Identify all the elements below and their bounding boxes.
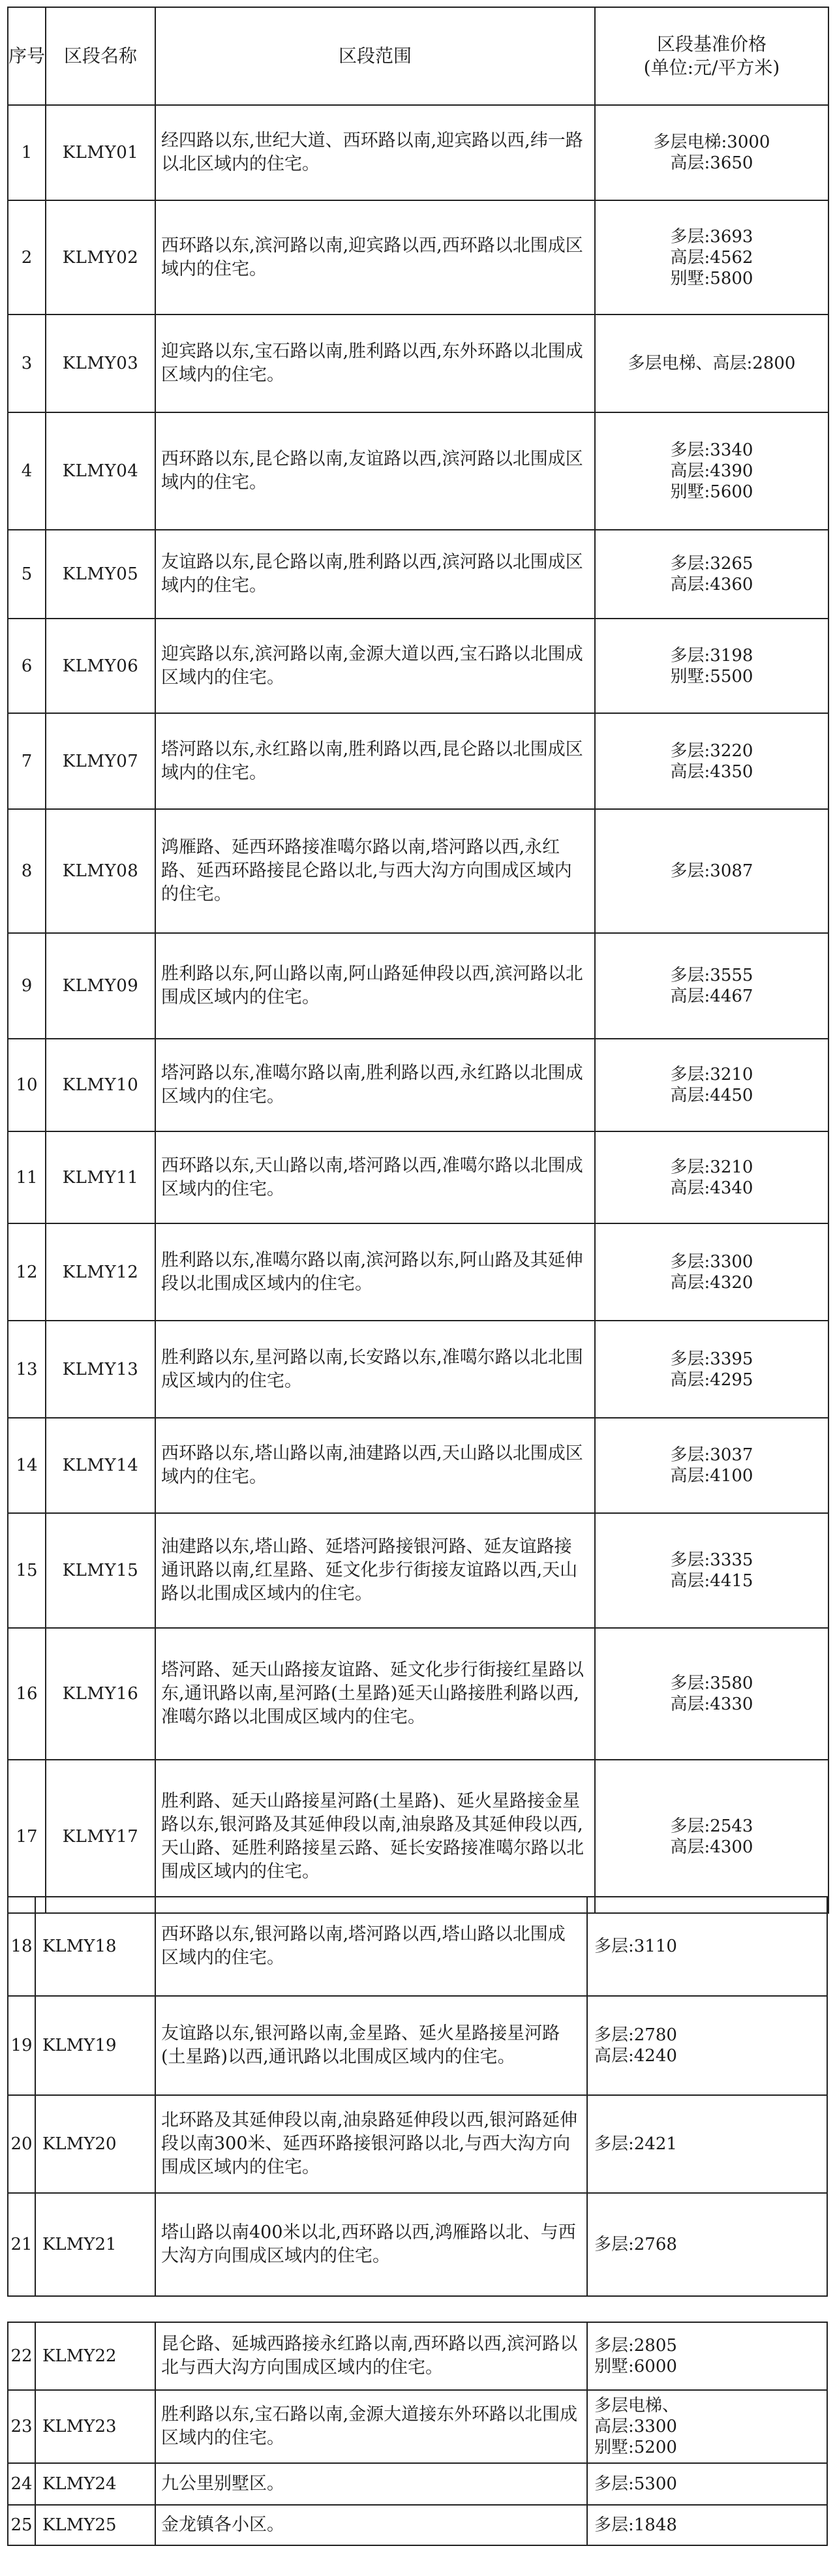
row-range: 西环路以东,天山路以南,塔河路以西,准噶尔路以北围成区域内的住宅。 [155,1131,595,1223]
row-code: KLMY05 [46,530,155,619]
table-row [8,2463,827,2505]
table-row [8,2095,827,2193]
row-seq: 1 [8,105,46,200]
row-code: KLMY12 [46,1223,155,1321]
row-range: 胜利路以东,阿山路以南,阿山路延伸段以西,滨河路以北围成区域内的住宅。 [155,933,595,1039]
row-price: 多层:3220 高层:4350 [595,713,828,809]
row-range: 胜利路以东,准噶尔路以南,滨河路以东,阿山路及其延伸段以北围成区域内的住宅。 [155,1223,595,1321]
row-price: 多层:2768 [587,2193,827,2296]
table-row [8,105,828,200]
row-code: KLMY10 [46,1039,155,1131]
row-price: 多层:3693 高层:4562 别墅:5800 [595,200,828,314]
row-seq: 12 [8,1223,46,1321]
row-code: KLMY09 [46,933,155,1039]
row-seq: 18 [8,1897,35,1996]
row-range: 金龙镇各小区。 [155,2505,587,2545]
row-seq: 15 [8,1513,46,1628]
row-price: 多层:3198 别墅:5500 [595,619,828,713]
row-code: KLMY18 [35,1897,155,1996]
row-price: 多层:3340 高层:4390 别墅:5600 [595,412,828,530]
row-price: 多层:3395 高层:4295 [595,1321,828,1418]
table-row [8,2193,827,2296]
header-price-title: 区段基准价格 [656,33,767,55]
row-range: 迎宾路以东,宝石路以南,胜利路以西,东外环路以北围成区域内的住宅。 [155,314,595,412]
row-code: KLMY24 [35,2463,155,2505]
row-range: 塔河路以东,永红路以南,胜利路以西,昆仑路以北围成区域内的住宅。 [155,713,595,809]
row-price: 多层:3580 高层:4330 [595,1628,828,1760]
row-code: KLMY21 [35,2193,155,2296]
row-range: 九公里别墅区。 [155,2463,587,2505]
row-seq: 24 [8,2463,35,2505]
row-seq: 16 [8,1628,46,1760]
row-code: KLMY23 [35,2390,155,2463]
row-price: 多层:3210 高层:4450 [595,1039,828,1131]
row-seq: 8 [8,809,46,933]
row-seq: 22 [8,2322,35,2390]
row-code: KLMY11 [46,1131,155,1223]
header-name: 区段名称 [46,7,155,105]
row-range: 经四路以东,世纪大道、西环路以南,迎宾路以西,纬一路以北区域内的住宅。 [155,105,595,200]
table-row [8,619,828,713]
row-price: 多层:3555 高层:4467 [595,933,828,1039]
table-row [8,1321,828,1418]
row-code: KLMY07 [46,713,155,809]
row-price: 多层:2805 别墅:6000 [587,2322,827,2390]
row-range: 西环路以东,滨河路以南,迎宾路以西,西环路以北围成区域内的住宅。 [155,200,595,314]
header-price [595,7,828,105]
row-code: KLMY14 [46,1418,155,1513]
row-price: 多层:2421 [587,2095,827,2193]
row-price: 多层:5300 [587,2463,827,2505]
price-table-third [7,2322,828,2546]
row-price: 多层:2543 高层:4300 [595,1760,828,1913]
row-price: 多层:3265 高层:4360 [595,530,828,619]
row-price: 多层:3087 [595,809,828,933]
row-code: KLMY17 [46,1760,155,1913]
table-row [8,530,828,619]
row-seq: 23 [8,2390,35,2463]
row-seq: 14 [8,1418,46,1513]
row-range: 胜利路以东,宝石路以南,金源大道接东外环路以北围成区域内的住宅。 [155,2390,587,2463]
table-row [8,933,828,1039]
row-seq: 9 [8,933,46,1039]
header-price-unit: (单位:元/平方米) [643,57,780,78]
row-price: 多层电梯、 高层:3300 别墅:5200 [587,2390,827,2463]
row-range: 塔河路以东,准噶尔路以南,胜利路以西,永红路以北围成区域内的住宅。 [155,1039,595,1131]
row-seq: 5 [8,530,46,619]
table-row [8,713,828,809]
row-price: 多层:1848 [587,2505,827,2545]
table-row [8,1628,828,1760]
row-code: KLMY25 [35,2505,155,2545]
row-range: 西环路以东,昆仑路以南,友谊路以西,滨河路以北围成区域内的住宅。 [155,412,595,530]
table-row [8,314,828,412]
row-seq: 19 [8,1996,35,2095]
row-code: KLMY08 [46,809,155,933]
header-range: 区段范围 [155,7,595,105]
row-code: KLMY20 [35,2095,155,2193]
row-price: 多层电梯、高层:2800 [595,314,828,412]
row-price: 多层:3300 高层:4320 [595,1223,828,1321]
table-header-row [8,7,828,105]
row-code: KLMY01 [46,105,155,200]
row-range: 胜利路以东,星河路以南,长安路以东,准噶尔路以北北围成区域内的住宅。 [155,1321,595,1418]
row-price: 多层:3037 高层:4100 [595,1418,828,1513]
table-row [8,2322,827,2390]
row-range: 友谊路以东,昆仑路以南,胜利路以西,滨河路以北围成区域内的住宅。 [155,530,595,619]
row-range: 胜利路、延天山路接星河路(土星路)、延火星路接金星路以东,银河路及其延伸段以南,油泉路及其延伸段以西,天山路、延胜利路接星云路、延长安路接准噶尔路以北围成区域内的住宅。 [155,1760,595,1913]
table-row [8,1513,828,1628]
row-seq: 3 [8,314,46,412]
row-seq: 21 [8,2193,35,2296]
row-seq: 10 [8,1039,46,1131]
row-range: 西环路以东,塔山路以南,油建路以西,天山路以北围成区域内的住宅。 [155,1418,595,1513]
row-code: KLMY15 [46,1513,155,1628]
row-range: 北环路及其延伸段以南,油泉路延伸段以西,银河路延伸段以南300米、延西环路接银河路以北,与西大沟方向围成区域内的住宅。 [155,2095,587,2193]
price-table-main [7,7,829,1914]
row-seq: 7 [8,713,46,809]
row-range: 友谊路以东,银河路以南,金星路、延火星路接星河路(土星路)以西,通讯路以北围成区域内的住宅。 [155,1996,587,2095]
row-seq: 13 [8,1321,46,1418]
row-price: 多层:2780 高层:4240 [587,1996,827,2095]
table-row [8,1996,827,2095]
price-table-second [7,1896,828,2297]
row-range: 油建路以东,塔山路、延塔河路接银河路、延友谊路接通讯路以南,红星路、延文化步行街接友谊路以西,天山路以北围成区域内的住宅。 [155,1513,595,1628]
table-row [8,2390,827,2463]
row-range: 塔河路、延天山路接友谊路、延文化步行街接红星路以东,通讯路以南,星河路(土星路)延天山路接胜利路以西,准噶尔路以北围成区域内的住宅。 [155,1628,595,1760]
table-row [8,1223,828,1321]
row-price: 多层:3210 高层:4340 [595,1131,828,1223]
row-seq: 17 [8,1760,46,1913]
row-seq: 2 [8,200,46,314]
row-range: 昆仑路、延城西路接永红路以南,西环路以西,滨河路以北与西大沟方向围成区域内的住宅。 [155,2322,587,2390]
row-code: KLMY13 [46,1321,155,1418]
row-seq: 6 [8,619,46,713]
table-row [8,1131,828,1223]
table-row [8,1897,827,1996]
row-code: KLMY06 [46,619,155,713]
table-row [8,1418,828,1513]
row-code: KLMY04 [46,412,155,530]
row-seq: 25 [8,2505,35,2545]
table-row [8,1039,828,1131]
row-code: KLMY16 [46,1628,155,1760]
row-seq: 20 [8,2095,35,2193]
row-price: 多层电梯:3000 高层:3650 [595,105,828,200]
row-range: 鸿雁路、延西环路接准噶尔路以南,塔河路以西,永红路、延西环路接昆仑路以北,与西大沟方向围成区域内的住宅。 [155,809,595,933]
row-code: KLMY19 [35,1996,155,2095]
row-range: 西环路以东,银河路以南,塔河路以西,塔山路以北围成区域内的住宅。 [155,1897,587,1996]
table-row [8,809,828,933]
row-price: 多层:3335 高层:4415 [595,1513,828,1628]
row-seq: 11 [8,1131,46,1223]
table-row [8,2505,827,2545]
row-range: 迎宾路以东,滨河路以南,金源大道以西,宝石路以北围成区域内的住宅。 [155,619,595,713]
row-price: 多层:3110 [587,1897,827,1996]
table-row [8,412,828,530]
row-range: 塔山路以南400米以北,西环路以西,鸿雁路以北、与西大沟方向围成区域内的住宅。 [155,2193,587,2296]
row-seq: 4 [8,412,46,530]
table-row [8,1760,828,1913]
header-seq: 序号 [8,7,46,105]
table-row [8,200,828,314]
row-code: KLMY02 [46,200,155,314]
row-code: KLMY22 [35,2322,155,2390]
row-code: KLMY03 [46,314,155,412]
